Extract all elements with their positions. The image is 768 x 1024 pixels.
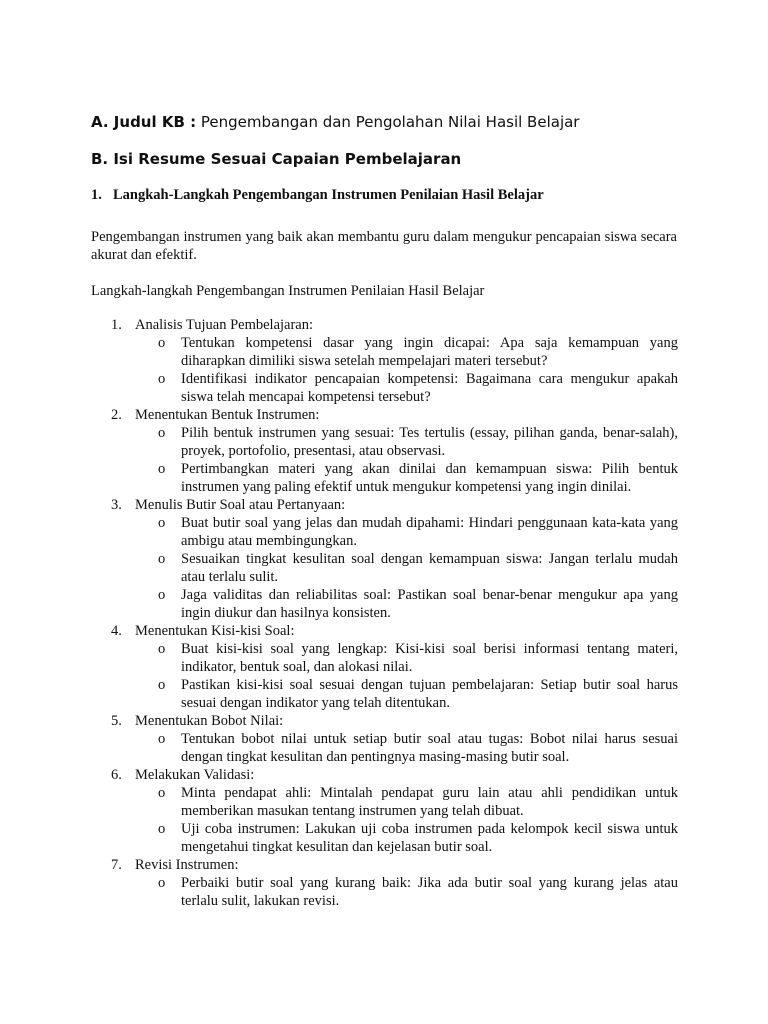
section-b-heading: B. Isi Resume Sesuai Capaian Pembelajaran — [91, 150, 462, 168]
step-number: 1. — [111, 317, 122, 333]
bullet-icon: o — [158, 587, 166, 603]
intro-paragraph: Pengembangan instrumen yang baik akan membantu guru dalam mengukur pencapaian siswa secara akurat dan efektif. — [91, 229, 677, 263]
list-item — [91, 406, 678, 496]
list-item — [91, 712, 678, 766]
bullet-icon: o — [158, 875, 166, 891]
sub-item: o Uji coba instrumen: Lakukan uji coba instrumen pada kelompok kecil siswa untuk mengetahui tingkat kesulitan dan kejelasan butir soal. — [158, 821, 678, 855]
step-number: 7. — [111, 857, 122, 873]
sub-item: o Minta pendapat ahli: Mintalah pendapat guru lain atau ahli pendidikan untuk memberikan masukan tentang instrumen yang telah dibuat. — [158, 785, 678, 819]
sub-item: o Jaga validitas dan reliabilitas soal: Pastikan soal benar-benar mengukur apa yang ingin diukur dan hasilnya konsisten. — [158, 587, 678, 621]
sub-item: o Pertimbangkan materi yang akan dinilai dan kemampuan siswa: Pilih bentuk instrumen yang paling efektif untuk mengukur kompetensi yang ingin dinilai. — [158, 461, 678, 495]
bullet-icon: o — [158, 371, 166, 387]
list-item — [91, 856, 678, 910]
sub-item: o Buat butir soal yang jelas dan mudah dipahami: Hindari penggunaan kata-kata yang ambigu atau membingungkan. — [158, 515, 678, 549]
bullet-icon: o — [158, 551, 166, 567]
sub-item: o Tentukan bobot nilai untuk setiap butir soal atau tugas: Bobot nilai harus sesuai dengan tingkat kesulitan dan pentingnya masing-masing butir soal. — [158, 731, 678, 765]
list-item — [91, 766, 678, 856]
list-item — [91, 316, 678, 406]
bullet-icon: o — [158, 461, 166, 477]
step-number: 6. — [111, 767, 122, 783]
sub-item: o Buat kisi-kisi soal yang lengkap: Kisi-kisi soal berisi informasi tentang materi, indikator, bentuk soal, dan alokasi nilai. — [158, 641, 678, 675]
step-title: Analisis Tujuan Pembelajaran: — [135, 317, 314, 333]
step-title: Menentukan Bentuk Instrumen: — [135, 407, 320, 423]
sub-item: o Tentukan kompetensi dasar yang ingin dicapai: Apa saja kemampuan yang diharapkan dimiliki siswa setelah mempelajari materi tersebut? — [158, 335, 678, 369]
sub-item: o Perbaiki butir soal yang kurang baik: Jika ada butir soal yang kurang jelas atau terlalu sulit, lakukan revisi. — [158, 875, 678, 909]
sub-item: o Sesuaikan tingkat kesulitan soal dengan kemampuan siswa: Jangan terlalu mudah atau terlalu sulit. — [158, 551, 678, 585]
list-item — [91, 496, 678, 622]
step-title: Menulis Butir Soal atau Pertanyaan: — [135, 497, 346, 513]
section-a-title: Pengembangan dan Pengolahan Nilai Hasil Belajar — [200, 113, 580, 131]
bullet-icon: o — [158, 515, 166, 531]
bullet-icon: o — [158, 425, 166, 441]
step-title: Revisi Instrumen: — [135, 857, 239, 873]
section-a-label: A. Judul KB : — [91, 113, 197, 131]
heading-1-text: Langkah-Langkah Pengembangan Instrumen Penilaian Hasil Belajar — [113, 187, 544, 203]
list-item — [91, 622, 678, 712]
step-title: Menentukan Bobot Nilai: — [135, 713, 284, 729]
sub-item: o Pilih bentuk instrumen yang sesuai: Tes tertulis (essay, pilihan ganda, benar-salah), proyek, portofolio, presentasi, atau observasi. — [158, 425, 678, 459]
step-number: 5. — [111, 713, 122, 729]
step-number: 2. — [111, 407, 122, 423]
bullet-icon: o — [158, 641, 166, 657]
bullet-icon: o — [158, 731, 166, 747]
sub-item: o Pastikan kisi-kisi soal sesuai dengan tujuan pembelajaran: Setiap butir soal harus sesuai dengan indikator yang telah ditentukan. — [158, 677, 678, 711]
step-number: 4. — [111, 623, 122, 639]
step-title: Menentukan Kisi-kisi Soal: — [135, 623, 295, 639]
list-intro: Langkah-langkah Pengembangan Instrumen Penilaian Hasil Belajar — [91, 283, 485, 299]
section-a-heading — [91, 113, 579, 131]
bullet-icon: o — [158, 677, 166, 693]
bullet-icon: o — [158, 821, 166, 837]
heading-1-number: 1. — [91, 187, 102, 203]
bullet-icon: o — [158, 335, 166, 351]
steps-list — [91, 316, 678, 910]
step-title: Melakukan Validasi: — [135, 767, 255, 783]
bullet-icon: o — [158, 785, 166, 801]
step-number: 3. — [111, 497, 122, 513]
sub-item: o Identifikasi indikator pencapaian kompetensi: Bagaimana cara mengukur apakah siswa telah mencapai kompetensi tersebut? — [158, 371, 678, 405]
heading-1 — [91, 187, 544, 204]
